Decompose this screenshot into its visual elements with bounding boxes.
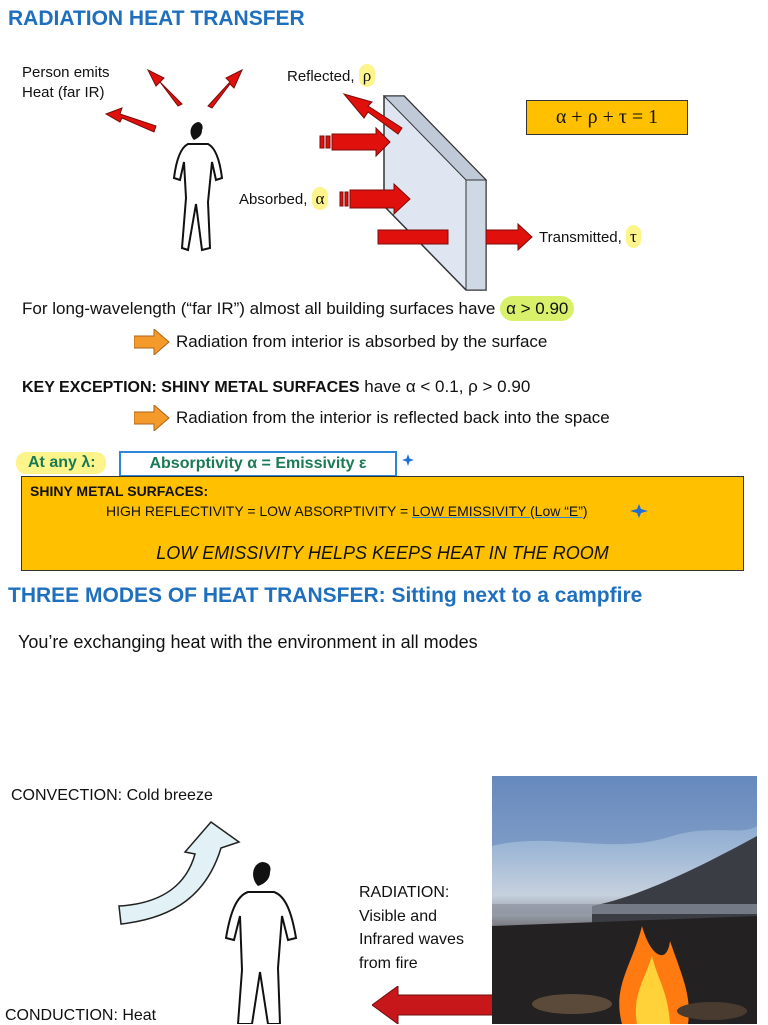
- shiny-relation: HIGH REFLECTIVITY = LOW ABSORPTIVITY = LOW EMISSIVITY (Low “E”): [106, 503, 588, 519]
- modes-intro: You’re exchanging heat with the environment in all modes: [18, 632, 478, 652]
- person-figure-icon: [222, 860, 302, 1024]
- reflected-result: Radiation from the interior is reflected back into the space: [176, 408, 610, 427]
- at-any-lambda-label: At any λ:: [16, 452, 106, 474]
- alpha-symbol: α: [312, 187, 329, 210]
- energy-balance-equation: α + ρ + τ = 1: [526, 100, 688, 135]
- transmitted-label: Transmitted, τ: [539, 227, 641, 248]
- person-emits-label: Person emits Heat (far IR): [22, 64, 110, 101]
- sparkle-icon: [630, 504, 648, 518]
- panel-arrows-icon: [318, 88, 538, 258]
- radiation-label: RADIATION: Visible and Infrared waves from fire: [359, 884, 464, 972]
- orange-arrow-icon: [134, 405, 170, 431]
- absorbed-label: Absorbed, α: [239, 189, 328, 210]
- convection-label: CONVECTION: Cold breeze: [11, 787, 213, 804]
- absorbed-result: Radiation from interior is absorbed by the surface: [176, 332, 548, 351]
- shiny-metal-summary-box: [21, 476, 744, 571]
- section-title-radiation: RADIATION HEAT TRANSFER: [8, 7, 305, 30]
- conduction-label: CONDUCTION: Heat: [5, 1007, 157, 1024]
- shiny-conclusion: LOW EMISSIVITY HELPS KEEPS HEAT IN THE ROOM: [156, 543, 609, 563]
- kirchhoff-law-box: Absorptivity α = Emissivity ε: [119, 451, 397, 477]
- radiation-arrow-icon: [372, 986, 512, 1024]
- reflected-label: Reflected, ρ: [287, 66, 375, 87]
- emitted-heat-arrows-icon: [100, 60, 260, 140]
- sparkle-icon: [402, 454, 414, 466]
- tau-symbol: τ: [626, 225, 641, 248]
- campfire-scene-icon: [492, 776, 757, 1024]
- shiny-title: SHINY METAL SURFACES:: [30, 483, 209, 499]
- key-exception-line: KEY EXCEPTION: SHINY METAL SURFACES have α < 0.1, ρ > 0.90: [22, 377, 531, 396]
- rho-symbol: ρ: [359, 64, 375, 87]
- orange-arrow-icon: [134, 329, 170, 355]
- section-title-three-modes: THREE MODES OF HEAT TRANSFER: Sitting next to a campfire: [8, 584, 643, 607]
- alpha-value-highlight: α > 0.90: [500, 296, 574, 321]
- longwave-statement: For long-wavelength (“far IR”) almost all building surfaces have α > 0.90: [22, 299, 574, 319]
- campfire-photo: [492, 776, 757, 1024]
